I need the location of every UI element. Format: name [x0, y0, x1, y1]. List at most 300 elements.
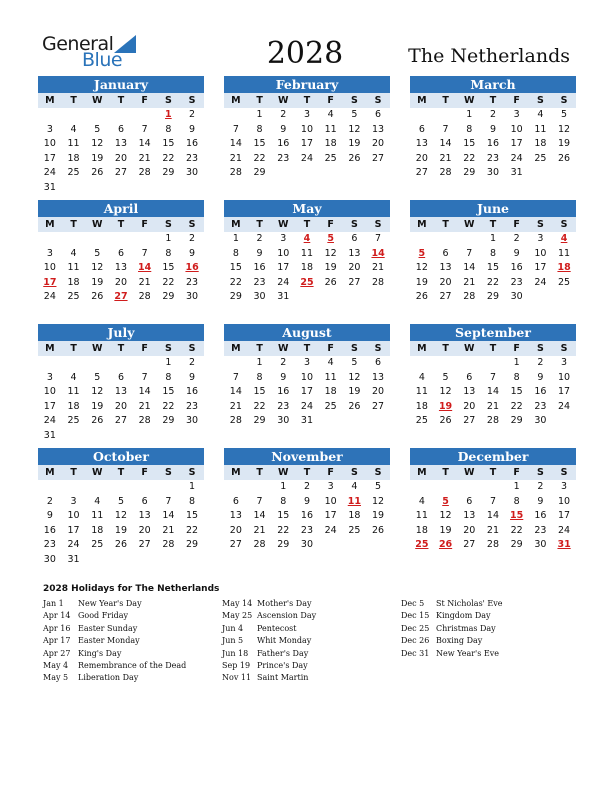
- day-cell: 21: [229, 400, 242, 412]
- day-cell: 9: [280, 371, 287, 383]
- day-cell: 18: [91, 524, 104, 536]
- day-cell: 2: [189, 109, 196, 120]
- day-cell: 2: [256, 233, 263, 244]
- weekday-label: M: [45, 219, 55, 230]
- day-cell: 14: [486, 386, 499, 398]
- month-header: November: [224, 448, 390, 465]
- day-cell: 3: [280, 233, 287, 244]
- day-cell: 8: [256, 123, 263, 135]
- holiday-item: [43, 599, 218, 611]
- holiday-date: Dec 15: [401, 611, 430, 621]
- day-cell: 19: [439, 524, 452, 536]
- day-cell: 7: [489, 371, 496, 383]
- day-cell: 29: [463, 167, 476, 179]
- weekday-header-row: [224, 217, 390, 232]
- day-cell: 13: [138, 510, 151, 522]
- holiday-name: New Year's Eve: [436, 648, 499, 658]
- empty-cell: [109, 480, 133, 495]
- weekday-label: S: [164, 95, 172, 106]
- day-cell: 12: [348, 123, 361, 135]
- day-cell: 23: [300, 524, 313, 536]
- day-cell: 16: [510, 262, 523, 274]
- month-november: [224, 448, 390, 553]
- logo-text-general: General: [42, 33, 114, 55]
- day-cell: 3: [46, 123, 53, 135]
- day-cell: 23: [186, 276, 199, 288]
- day-cell: 9: [303, 495, 310, 507]
- weekday-label: T: [303, 219, 311, 230]
- day-cell: 12: [324, 247, 337, 259]
- empty-cell: [434, 108, 458, 123]
- day-cell: 9: [189, 123, 196, 135]
- day-cell: 28: [138, 167, 151, 179]
- weekday-label: T: [303, 95, 311, 106]
- day-cell: 28: [463, 291, 476, 303]
- day-cell: 13: [463, 386, 476, 398]
- day-cell: 19: [558, 138, 571, 150]
- day-cell: 15: [229, 262, 242, 274]
- day-cell: 13: [114, 262, 127, 274]
- weekday-label: W: [464, 219, 475, 230]
- day-cell: 21: [138, 276, 151, 288]
- day-cell: 1: [280, 481, 287, 492]
- day-cell: 10: [43, 138, 56, 150]
- day-cell: 27: [463, 415, 476, 427]
- day-cell: 31: [300, 415, 313, 427]
- holiday-date: Jan 1: [43, 599, 64, 608]
- weekday-label: F: [513, 343, 520, 354]
- day-cell: 3: [70, 495, 77, 507]
- day-cell: 28: [439, 167, 452, 179]
- day-cell: 21: [229, 152, 242, 164]
- day-cell: 12: [439, 510, 452, 522]
- day-cell: 5: [94, 247, 101, 259]
- day-grid: [410, 108, 576, 181]
- month-header: September: [410, 324, 576, 341]
- day-cell: 17: [43, 400, 56, 412]
- holiday-date: May 14: [222, 599, 253, 608]
- day-cell: 12: [91, 386, 104, 398]
- holiday-name: Good Friday: [78, 611, 129, 621]
- day-cell: 27: [114, 415, 127, 427]
- empty-cell: [481, 480, 505, 495]
- day-cell: 17: [324, 510, 337, 522]
- empty-cell: [38, 232, 62, 247]
- day-cell: 10: [558, 495, 571, 507]
- day-cell: 6: [375, 109, 382, 120]
- weekday-label: S: [536, 219, 544, 230]
- day-cell: 21: [463, 276, 476, 288]
- day-cell: 15: [253, 386, 266, 398]
- day-cell: 26: [558, 152, 571, 164]
- empty-cell: [457, 232, 481, 247]
- day-cell: 13: [114, 386, 127, 398]
- holiday-item: [222, 624, 397, 636]
- day-cell: 12: [558, 123, 571, 135]
- day-cell: 22: [162, 152, 175, 164]
- day-cell: 24: [43, 167, 56, 179]
- weekday-header-row: [38, 341, 204, 356]
- day-cell: 22: [277, 524, 290, 536]
- weekday-header-row: [224, 341, 390, 356]
- weekday-header-row: [410, 341, 576, 356]
- holiday-day-cell: 15: [510, 510, 524, 522]
- day-cell: 6: [466, 495, 473, 507]
- day-cell: 15: [162, 138, 175, 150]
- empty-cell: [62, 480, 86, 495]
- empty-cell: [434, 232, 458, 247]
- day-cell: 22: [486, 276, 499, 288]
- day-cell: 4: [351, 481, 358, 492]
- day-cell: 21: [486, 524, 499, 536]
- holiday-name: Saint Martin: [257, 673, 309, 683]
- empty-cell: [224, 480, 248, 495]
- day-cell: 23: [186, 400, 199, 412]
- day-cell: 20: [229, 524, 242, 536]
- weekday-label: T: [489, 467, 497, 478]
- day-cell: 27: [372, 400, 385, 412]
- day-cell: 24: [67, 539, 80, 551]
- day-cell: 7: [141, 247, 148, 259]
- day-cell: 27: [372, 152, 385, 164]
- day-cell: 28: [372, 276, 385, 288]
- day-cell: 16: [486, 138, 499, 150]
- day-cell: 19: [415, 276, 428, 288]
- day-cell: 14: [138, 386, 151, 398]
- weekday-label: W: [278, 343, 289, 354]
- day-cell: 18: [300, 262, 313, 274]
- logo-triangle-icon: [114, 35, 136, 53]
- day-cell: 19: [114, 524, 127, 536]
- holiday-name: Kingdom Day: [436, 611, 491, 621]
- weekday-label: T: [442, 467, 449, 478]
- day-cell: 24: [324, 524, 337, 536]
- day-cell: 23: [43, 539, 56, 551]
- day-cell: 5: [561, 109, 568, 120]
- day-cell: 30: [534, 539, 547, 551]
- day-cell: 16: [534, 386, 547, 398]
- day-cell: 7: [141, 123, 148, 135]
- weekday-label: W: [278, 95, 289, 106]
- weekday-label: T: [256, 95, 263, 106]
- day-cell: 9: [280, 123, 287, 135]
- empty-cell: [410, 480, 434, 495]
- day-cell: 6: [351, 233, 358, 244]
- day-cell: 28: [229, 415, 242, 427]
- day-cell: 6: [117, 371, 124, 383]
- day-cell: 9: [189, 247, 196, 259]
- day-cell: 30: [186, 415, 199, 427]
- day-cell: 1: [232, 233, 239, 244]
- holiday-name: Father's Day: [257, 648, 309, 658]
- weekday-label: S: [164, 343, 172, 354]
- day-cell: 7: [141, 371, 148, 383]
- holiday-column: [222, 599, 397, 686]
- day-cell: 12: [114, 510, 127, 522]
- holiday-name: Easter Monday: [78, 636, 140, 646]
- weekday-label: S: [374, 467, 382, 478]
- day-cell: 4: [327, 109, 334, 120]
- day-cell: 8: [165, 371, 172, 383]
- day-cell: 3: [513, 109, 520, 120]
- day-cell: 27: [415, 167, 428, 179]
- holiday-day-cell: 5: [327, 233, 334, 244]
- empty-cell: [410, 356, 434, 371]
- empty-cell: [85, 480, 109, 495]
- weekday-label: M: [231, 95, 241, 106]
- weekday-label: T: [70, 343, 77, 354]
- day-cell: 20: [114, 276, 127, 288]
- day-cell: 4: [327, 357, 334, 368]
- weekday-label: F: [327, 95, 334, 106]
- day-cell: 14: [162, 510, 175, 522]
- weekday-label: T: [117, 95, 125, 106]
- holiday-item: [222, 661, 397, 673]
- day-cell: 11: [67, 386, 80, 398]
- day-cell: 10: [43, 386, 56, 398]
- weekday-label: S: [560, 219, 568, 230]
- generalblue-logo: [42, 33, 142, 69]
- day-cell: 25: [324, 152, 337, 164]
- day-cell: 23: [486, 152, 499, 164]
- weekday-label: M: [45, 343, 55, 354]
- day-cell: 13: [114, 138, 127, 150]
- day-cell: 11: [558, 247, 571, 259]
- day-cell: 22: [463, 152, 476, 164]
- holiday-item: [401, 649, 576, 661]
- holiday-column: [401, 599, 576, 661]
- holiday-item: [43, 673, 218, 685]
- day-cell: 15: [277, 510, 290, 522]
- month-april: [38, 200, 204, 305]
- holiday-item: [222, 673, 397, 685]
- weekday-label: S: [560, 467, 568, 478]
- day-cell: 9: [537, 495, 544, 507]
- empty-cell: [38, 356, 62, 371]
- day-cell: 5: [351, 357, 358, 368]
- day-cell: 1: [256, 109, 263, 120]
- day-cell: 22: [186, 524, 199, 536]
- empty-cell: [85, 232, 109, 247]
- day-cell: 21: [162, 524, 175, 536]
- day-cell: 17: [558, 510, 571, 522]
- day-cell: 8: [489, 247, 496, 259]
- day-cell: 26: [114, 539, 127, 551]
- day-cell: 29: [277, 539, 290, 551]
- day-cell: 26: [91, 291, 104, 303]
- weekday-header-row: [224, 465, 390, 480]
- day-cell: 29: [253, 415, 266, 427]
- day-cell: 16: [534, 510, 547, 522]
- day-cell: 16: [186, 138, 199, 150]
- holiday-day-cell: 31: [557, 539, 571, 551]
- day-cell: 2: [189, 357, 196, 368]
- day-cell: 30: [186, 291, 199, 303]
- day-cell: 25: [67, 167, 80, 179]
- weekday-label: W: [92, 219, 103, 230]
- holiday-date: May 4: [43, 660, 69, 670]
- day-grid: [224, 108, 390, 181]
- holiday-day-cell: 14: [138, 262, 152, 274]
- holiday-name: Easter Sunday: [78, 623, 138, 633]
- weekday-label: T: [442, 219, 449, 230]
- day-cell: 18: [324, 386, 337, 398]
- day-cell: 26: [91, 167, 104, 179]
- day-cell: 17: [277, 262, 290, 274]
- weekday-label: M: [231, 467, 241, 478]
- empty-cell: [109, 108, 133, 123]
- month-header: April: [38, 200, 204, 217]
- holiday-day-cell: 27: [114, 291, 128, 303]
- day-cell: 30: [300, 539, 313, 551]
- empty-cell: [410, 232, 434, 247]
- day-cell: 18: [324, 138, 337, 150]
- holiday-item: [43, 624, 218, 636]
- day-cell: 13: [439, 262, 452, 274]
- month-header: December: [410, 448, 576, 465]
- weekday-label: T: [70, 467, 77, 478]
- weekday-label: T: [70, 95, 77, 106]
- day-cell: 1: [489, 233, 496, 244]
- day-cell: 12: [372, 495, 385, 507]
- weekday-label: S: [188, 95, 196, 106]
- holiday-day-cell: 16: [185, 262, 199, 274]
- day-cell: 21: [372, 262, 385, 274]
- day-cell: 13: [372, 123, 385, 135]
- day-cell: 11: [415, 510, 428, 522]
- day-cell: 31: [43, 429, 56, 441]
- day-cell: 16: [253, 262, 266, 274]
- day-cell: 16: [277, 386, 290, 398]
- holiday-name: Remembrance of the Dead: [78, 660, 187, 670]
- weekday-label: W: [92, 343, 103, 354]
- holidays-title: 2028 Holidays for The Netherlands: [43, 584, 220, 594]
- day-cell: 6: [117, 123, 124, 135]
- day-cell: 19: [324, 262, 337, 274]
- day-cell: 22: [253, 400, 266, 412]
- day-cell: 22: [162, 400, 175, 412]
- holiday-item: [43, 636, 218, 648]
- day-cell: 12: [91, 262, 104, 274]
- weekday-label: F: [327, 343, 334, 354]
- weekday-label: W: [278, 219, 289, 230]
- weekday-label: S: [536, 95, 544, 106]
- day-cell: 22: [510, 400, 523, 412]
- day-cell: 23: [510, 276, 523, 288]
- day-cell: 10: [324, 495, 337, 507]
- weekday-label: F: [141, 95, 148, 106]
- day-cell: 30: [510, 291, 523, 303]
- day-cell: 26: [348, 152, 361, 164]
- day-cell: 11: [300, 247, 313, 259]
- day-grid: [410, 232, 576, 305]
- day-cell: 5: [94, 371, 101, 383]
- day-cell: 2: [46, 495, 53, 507]
- day-cell: 1: [165, 233, 172, 244]
- day-cell: 2: [189, 233, 196, 244]
- day-cell: 26: [372, 524, 385, 536]
- day-cell: 18: [348, 510, 361, 522]
- holiday-day-cell: 25: [300, 276, 314, 288]
- day-cell: 17: [558, 386, 571, 398]
- empty-cell: [133, 480, 157, 495]
- day-cell: 29: [510, 415, 523, 427]
- day-cell: 21: [439, 152, 452, 164]
- day-cell: 17: [510, 138, 523, 150]
- day-cell: 7: [442, 123, 449, 135]
- holiday-day-cell: 17: [43, 276, 57, 288]
- weekday-label: S: [188, 467, 196, 478]
- day-cell: 20: [415, 152, 428, 164]
- day-cell: 4: [418, 495, 425, 507]
- weekday-label: T: [442, 343, 449, 354]
- day-cell: 1: [256, 357, 263, 368]
- month-header: October: [38, 448, 204, 465]
- day-cell: 16: [43, 524, 56, 536]
- day-cell: 24: [300, 400, 313, 412]
- day-cell: 30: [253, 291, 266, 303]
- holiday-day-cell: 4: [303, 233, 311, 244]
- empty-cell: [109, 232, 133, 247]
- weekday-label: F: [327, 467, 334, 478]
- day-cell: 6: [232, 495, 239, 507]
- weekday-label: F: [513, 95, 520, 106]
- day-cell: 4: [94, 495, 101, 507]
- day-cell: 14: [439, 138, 452, 150]
- day-cell: 20: [114, 400, 127, 412]
- holiday-column: [43, 599, 218, 686]
- weekday-label: W: [464, 467, 475, 478]
- day-cell: 3: [46, 371, 53, 383]
- day-cell: 9: [189, 371, 196, 383]
- holiday-name: Prince's Day: [257, 660, 308, 670]
- day-cell: 24: [534, 276, 547, 288]
- holiday-name: Liberation Day: [78, 673, 139, 683]
- holiday-day-cell: 14: [371, 247, 385, 259]
- day-cell: 2: [280, 109, 287, 120]
- holiday-date: Apr 17: [43, 636, 71, 646]
- empty-cell: [38, 480, 62, 495]
- day-cell: 23: [534, 524, 547, 536]
- month-header: March: [410, 76, 576, 93]
- day-cell: 25: [324, 400, 337, 412]
- day-cell: 13: [229, 510, 242, 522]
- weekday-label: S: [164, 467, 172, 478]
- day-cell: 8: [466, 123, 473, 135]
- holiday-item: [222, 649, 397, 661]
- day-cell: 28: [229, 167, 242, 179]
- holiday-day-cell: 26: [438, 539, 453, 551]
- day-cell: 3: [303, 109, 310, 120]
- day-cell: 26: [415, 291, 428, 303]
- day-cell: 11: [534, 123, 547, 135]
- weekday-label: T: [303, 343, 311, 354]
- day-cell: 30: [277, 415, 290, 427]
- day-cell: 6: [375, 357, 382, 368]
- day-grid: [410, 480, 576, 553]
- logo-text-blue: Blue: [82, 49, 123, 71]
- day-cell: 9: [256, 247, 263, 259]
- day-cell: 11: [415, 386, 428, 398]
- holiday-item: [222, 636, 397, 648]
- day-cell: 19: [91, 400, 104, 412]
- weekday-label: T: [256, 343, 263, 354]
- day-cell: 3: [537, 233, 544, 244]
- day-cell: 12: [415, 262, 428, 274]
- weekday-label: F: [141, 467, 148, 478]
- day-cell: 30: [486, 167, 499, 179]
- day-cell: 6: [418, 123, 425, 135]
